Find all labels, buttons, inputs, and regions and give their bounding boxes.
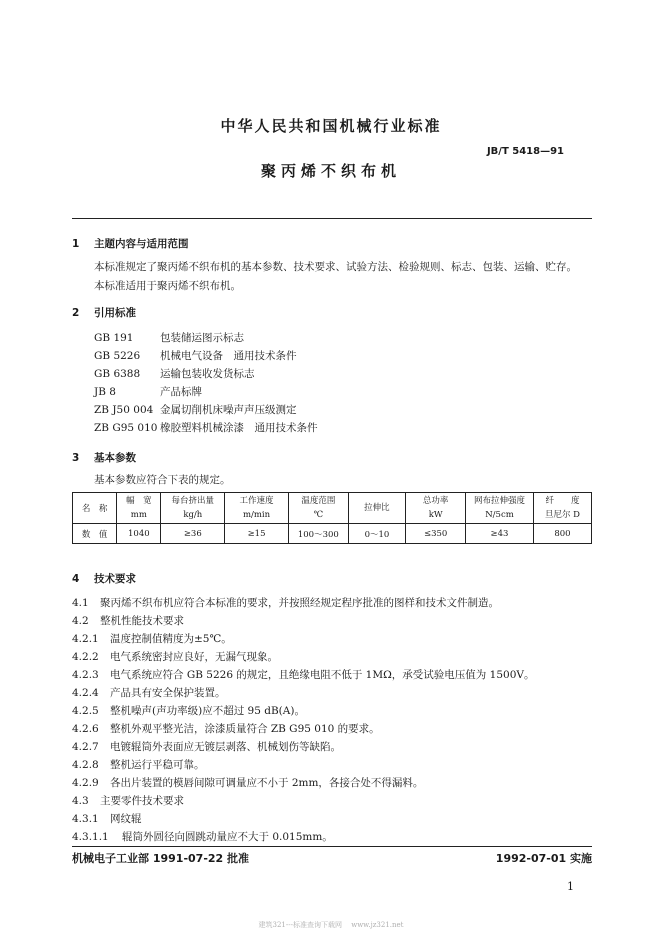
table-header-cell: 总功率 kW [406,493,466,524]
table-corner-cell: 名 称 [73,493,117,524]
clause-text: 温度控制值精度为±5℃。 [110,633,232,645]
clause [72,649,278,664]
section-number: 4 [72,573,80,585]
paragraph: 本标准适用于聚丙烯不织布机。 [94,280,241,292]
clause-text: 聚丙烯不织布机应符合本标准的要求，并按照经规定程序批准的图样和技术文件制造。 [100,597,499,609]
clause-text: 各出片装置的模唇间隙可调量应不小于 2mm，各接合处不得漏料。 [110,777,424,789]
table-cell: ≥43 [466,524,534,544]
section-4-heading [72,571,136,586]
clause-text: 辊筒外圆径向圆跳动量应不大于 0.015mm。 [122,831,333,843]
table-cell: 1040 [117,524,161,544]
reference-name: 包装储运图示标志 [160,332,244,344]
reference-item [94,384,202,399]
table-cell: ≥36 [161,524,225,544]
reference-name: 产品标牌 [160,386,202,398]
reference-code: ZB G95 010 [94,422,158,434]
clause-text: 电气系统应符合 GB 5226 的规定，且绝缘电阻不低于 1MΩ，承受试验电压值为 1500V。 [110,669,535,681]
clause [72,757,205,772]
section-title: 主题内容与适用范围 [94,238,189,250]
table-header-cell: 纤 度 旦尼尔 D [533,493,591,524]
table-cell: 800 [533,524,591,544]
clause [72,811,142,826]
table-cell: 0～10 [348,524,406,544]
reference-code: GB 6388 [94,368,141,380]
standard-code: JB/T 5418—91 [486,146,564,157]
section-title: 技术要求 [94,573,136,585]
clause-text: 电气系统密封应良好，无漏气现象。 [110,651,278,663]
clause [72,685,226,700]
clause-number: 4.2.1 [72,633,99,645]
paragraph: 基本参数应符合下表的规定。 [94,474,231,486]
section-number: 3 [72,452,80,464]
clause-number: 4.3 [72,795,89,807]
clause-text: 整机运行平稳可靠。 [110,759,205,771]
parameters-table [72,492,592,544]
clause-number: 4.2.3 [72,669,99,681]
reference-code: ZB J50 004 [94,404,154,416]
watermark: 建筑321---标准查询下载网 www.jz321.net [258,921,404,929]
clause-number: 4.2.6 [72,723,99,735]
table-header-cell: 拉伸比 [348,493,406,524]
clause-text: 整机性能技术要求 [100,615,184,627]
clause-number: 4.2.7 [72,741,99,753]
paragraph: 本标准规定了聚丙烯不织布机的基本参数、技术要求、试验方法、检验规则、标志、包装、运输、贮存。 [94,261,577,273]
issuing-body-heading: 中华人民共和国机械行业标准 [220,117,442,135]
clause [72,631,232,646]
clause-number: 4.2.9 [72,777,99,789]
table-cell: ≥15 [225,524,289,544]
clause-number: 4.3.1 [72,813,99,825]
reference-item [94,366,255,381]
section-3-heading [72,450,136,465]
clause-text: 电镀辊筒外表面应无镀层剥落、机械划伤等缺陷。 [110,741,341,753]
clause-text: 整机外观平整光洁，涂漆质量符合 ZB G95 010 的要求。 [110,723,380,735]
table-row [73,524,592,544]
clause [72,721,380,736]
clause-text: 主要零件技术要求 [100,795,184,807]
clause-text: 产品具有安全保护装置。 [110,687,226,699]
clause-number: 4.3.1.1 [72,831,109,843]
clause [72,829,333,844]
table-row-label: 数 值 [73,524,117,544]
reference-name: 金属切削机床噪声声压级测定 [160,404,297,416]
reference-item [94,348,297,363]
document-title: 聚丙烯不织布机 [260,162,401,180]
table-header-cell: 温度范围 ℃ [288,493,348,524]
clause-text: 整机噪声(声功率级)应不超过 95 dB(A)。 [110,705,305,717]
section-number: 2 [72,307,80,319]
table-header-cell: 幅 宽 mm [117,493,161,524]
clause-number: 4.2.4 [72,687,99,699]
clause [72,595,499,610]
table-header-cell: 工作速度 m/min [225,493,289,524]
reference-code: JB 8 [94,386,116,398]
clause-number: 4.2.5 [72,705,99,717]
reference-code: GB 191 [94,332,134,344]
clause [72,775,423,790]
clause-number: 4.2 [72,615,89,627]
effective-date: 1992-07-01 实施 [495,852,592,865]
page-number: 1 [567,880,574,893]
clause [72,613,184,628]
table-header-cell: 网布拉伸强度 N/5cm [466,493,534,524]
reference-code: GB 5226 [94,350,141,362]
section-title: 基本参数 [94,452,136,464]
clause-number: 4.2.2 [72,651,99,663]
table-cell: ≤350 [406,524,466,544]
reference-item [94,402,297,417]
reference-item [94,420,318,435]
clause [72,703,305,718]
clause-number: 4.1 [72,597,89,609]
section-title: 引用标准 [94,307,136,319]
table-cell: 100～300 [288,524,348,544]
table-header-row [73,493,592,524]
section-number: 1 [72,238,80,250]
header-rule [72,218,592,219]
reference-name: 机械电气设备 通用技术条件 [160,350,297,362]
reference-name: 运输包装收发货标志 [160,368,255,380]
footer-rule [72,846,592,847]
clause-text: 网纹辊 [110,813,142,825]
clause [72,667,534,682]
table-header-cell: 每台挤出量 kg/h [161,493,225,524]
clause [72,739,341,754]
clause-number: 4.2.8 [72,759,99,771]
approval-line: 机械电子工业部 1991-07-22 批准 [72,852,250,865]
clause [72,793,184,808]
section-1-heading [72,236,189,251]
section-2-heading [72,305,136,320]
reference-item [94,330,244,345]
reference-name: 橡胶塑料机械涂漆 通用技术条件 [160,422,318,434]
